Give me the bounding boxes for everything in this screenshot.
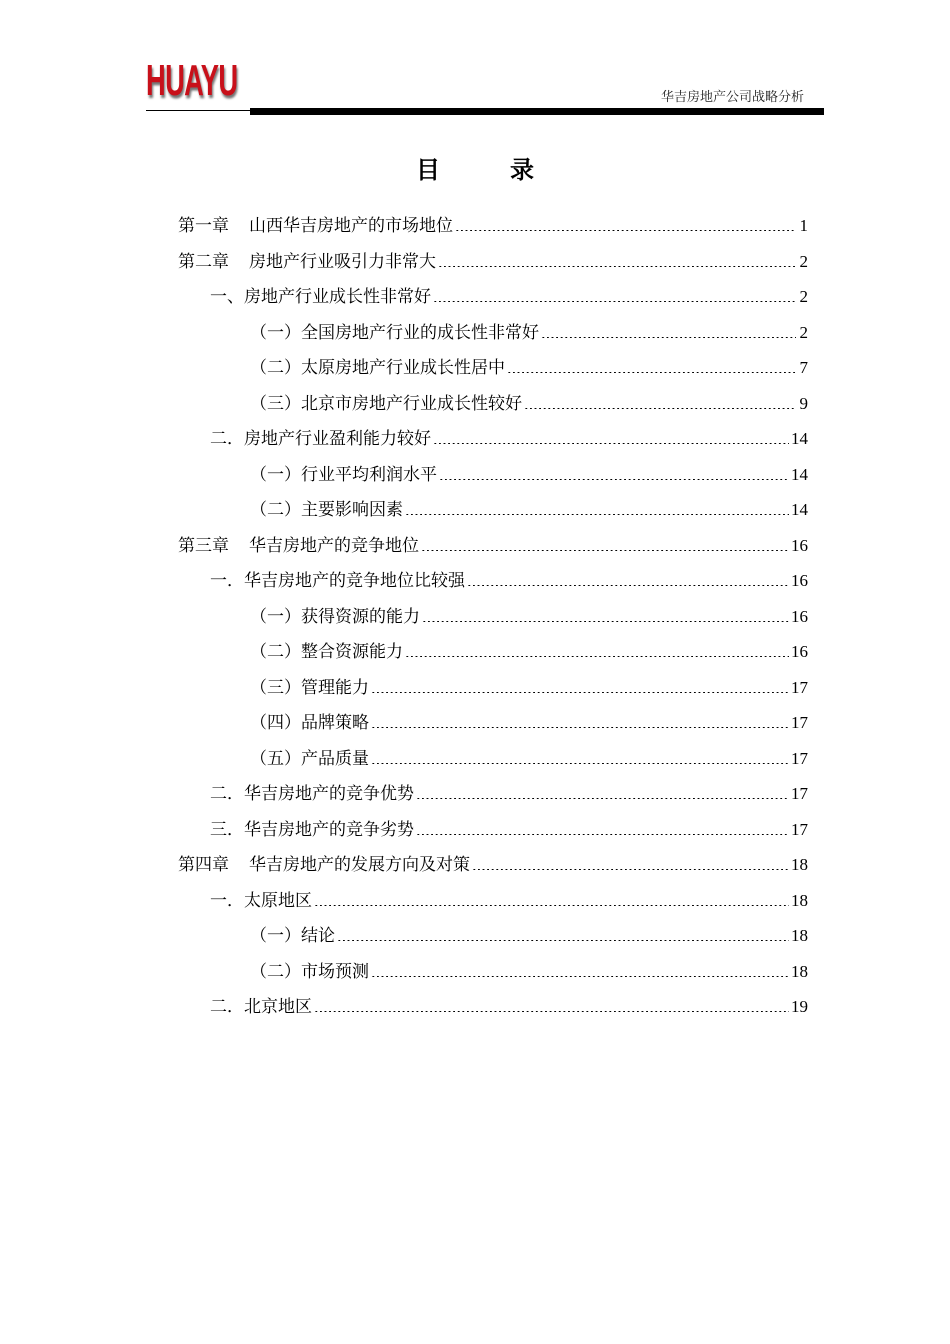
toc-leader-dots — [455, 230, 796, 231]
toc-entry[interactable] — [178, 776, 808, 812]
toc-entry-label: 二．北京地区 — [210, 997, 312, 1017]
toc-leader-dots — [405, 514, 789, 515]
toc-entry-label: （五）产品质量 — [250, 748, 369, 769]
toc-entry[interactable] — [178, 634, 808, 670]
toc-entry-label: （二）主要影响因素 — [250, 500, 403, 520]
toc-leader-dots — [371, 692, 789, 693]
toc-entry-page-number: 16 — [791, 606, 808, 626]
toc-leader-dots — [371, 976, 789, 977]
toc-entry-chapter: 第一章 — [178, 216, 229, 236]
toc-entry-label: 一．华吉房地产的竞争地位比较强 — [210, 571, 465, 591]
toc-title — [0, 150, 950, 185]
toc-entry-label: 二．华吉房地产的竞争优势 — [210, 784, 414, 804]
toc-leader-dots — [541, 337, 796, 338]
toc-leader-dots — [416, 798, 789, 799]
toc-entry-label: （一）全国房地产行业的成长性非常好 — [250, 322, 539, 343]
toc-entry[interactable] — [178, 883, 808, 919]
header-rule-thin — [146, 110, 252, 111]
toc-entry-page-number: 1 — [799, 216, 808, 235]
toc-entry-label: （三）北京市房地产行业成长性较好 — [250, 393, 522, 414]
toc-entry[interactable] — [178, 315, 808, 351]
toc-leader-dots — [439, 479, 789, 480]
table-of-contents — [178, 208, 808, 1025]
toc-entry-page-number: 17 — [791, 819, 808, 839]
toc-title-left: 目 — [416, 155, 440, 184]
toc-entry-label: （一）获得资源的能力 — [250, 606, 420, 627]
toc-entry-page-number: 18 — [791, 890, 808, 910]
toc-entry[interactable] — [178, 528, 808, 564]
toc-entry-page-number: 17 — [791, 748, 808, 768]
toc-entry-page-number: 16 — [791, 642, 808, 661]
document-header-title: 华吉房地产公司战略分析 — [660, 90, 804, 105]
toc-entry-page-number: 18 — [791, 926, 808, 945]
toc-entry-page-number: 2 — [799, 322, 808, 342]
toc-leader-dots — [314, 905, 789, 906]
toc-entry-page-number: 2 — [799, 251, 808, 271]
toc-entry[interactable] — [178, 386, 808, 422]
toc-entry[interactable] — [178, 670, 808, 706]
toc-leader-dots — [421, 550, 789, 551]
toc-entry-page-number: 19 — [791, 997, 808, 1016]
toc-leader-dots — [422, 621, 789, 622]
toc-leader-dots — [524, 408, 796, 409]
toc-entry-chapter: 第三章 — [178, 535, 229, 556]
toc-entry-page-number: 17 — [791, 784, 808, 803]
toc-entry-page-number: 16 — [791, 571, 808, 590]
toc-entry[interactable] — [178, 492, 808, 528]
toc-entry-page-number: 9 — [799, 393, 808, 413]
toc-leader-dots — [405, 656, 789, 657]
toc-entry-label: 一．太原地区 — [210, 890, 312, 911]
toc-entry[interactable] — [178, 279, 808, 315]
toc-entry-label: 一、房地产行业成长性非常好 — [210, 287, 431, 307]
toc-leader-dots — [371, 727, 789, 728]
logo-text: HUAYU — [146, 56, 238, 105]
toc-entry[interactable] — [178, 563, 808, 599]
toc-entry[interactable] — [178, 457, 808, 493]
toc-entry-label: （二）市场预测 — [250, 961, 369, 982]
toc-entry[interactable] — [178, 954, 808, 990]
toc-entry[interactable] — [178, 741, 808, 777]
toc-entry-page-number: 17 — [791, 713, 808, 732]
toc-entry-page-number: 16 — [791, 535, 808, 555]
toc-entry-label: 三．华吉房地产的竞争劣势 — [210, 819, 414, 840]
toc-entry-label: （一）行业平均利润水平 — [250, 464, 437, 485]
toc-leader-dots — [337, 940, 789, 941]
toc-entry-label: （四）品牌策略 — [250, 713, 369, 733]
toc-entry[interactable] — [178, 244, 808, 280]
toc-entry-chapter: 第四章 — [178, 855, 229, 875]
toc-title-right: 录 — [510, 155, 534, 184]
toc-leader-dots — [438, 266, 796, 267]
toc-entry-chapter: 第二章 — [178, 251, 229, 272]
toc-leader-dots — [371, 763, 789, 764]
toc-leader-dots — [472, 869, 789, 870]
toc-entry-page-number: 18 — [791, 855, 808, 874]
toc-entry[interactable] — [178, 350, 808, 386]
toc-entry-page-number: 2 — [799, 287, 808, 306]
toc-entry-page-number: 18 — [791, 961, 808, 981]
toc-entry[interactable] — [178, 421, 808, 457]
toc-entry[interactable] — [178, 705, 808, 741]
toc-entry[interactable] — [178, 847, 808, 883]
toc-leader-dots — [467, 585, 789, 586]
toc-entry[interactable] — [178, 599, 808, 635]
toc-entry-page-number: 14 — [791, 500, 808, 519]
toc-entry[interactable] — [178, 918, 808, 954]
toc-entry-page-number: 17 — [791, 677, 808, 697]
company-logo — [146, 56, 236, 106]
header-rule-thick — [250, 108, 824, 115]
toc-leader-dots — [314, 1011, 789, 1012]
toc-entry-label: （一）结论 — [250, 926, 335, 946]
toc-entry-label: 华吉房地产的竞争地位 — [249, 535, 419, 556]
toc-leader-dots — [507, 372, 796, 373]
toc-entry-page-number: 14 — [791, 464, 808, 484]
toc-entry[interactable] — [178, 208, 808, 244]
toc-entry-label: 房地产行业吸引力非常大 — [249, 251, 436, 272]
toc-entry-label: 二．房地产行业盈利能力较好 — [210, 429, 431, 449]
toc-leader-dots — [433, 301, 796, 302]
toc-entry[interactable] — [178, 812, 808, 848]
toc-leader-dots — [416, 834, 789, 835]
toc-entry-label: 华吉房地产的发展方向及对策 — [249, 855, 470, 875]
toc-entry-page-number: 7 — [799, 358, 808, 377]
toc-entry-label: （二）整合资源能力 — [250, 642, 403, 662]
toc-entry-label: 山西华吉房地产的市场地位 — [249, 216, 453, 236]
toc-entry-page-number: 14 — [791, 429, 808, 448]
toc-entry-label: （三）管理能力 — [250, 677, 369, 698]
toc-entry[interactable] — [178, 989, 808, 1025]
toc-leader-dots — [433, 443, 789, 444]
toc-entry-label: （二）太原房地产行业成长性居中 — [250, 358, 505, 378]
